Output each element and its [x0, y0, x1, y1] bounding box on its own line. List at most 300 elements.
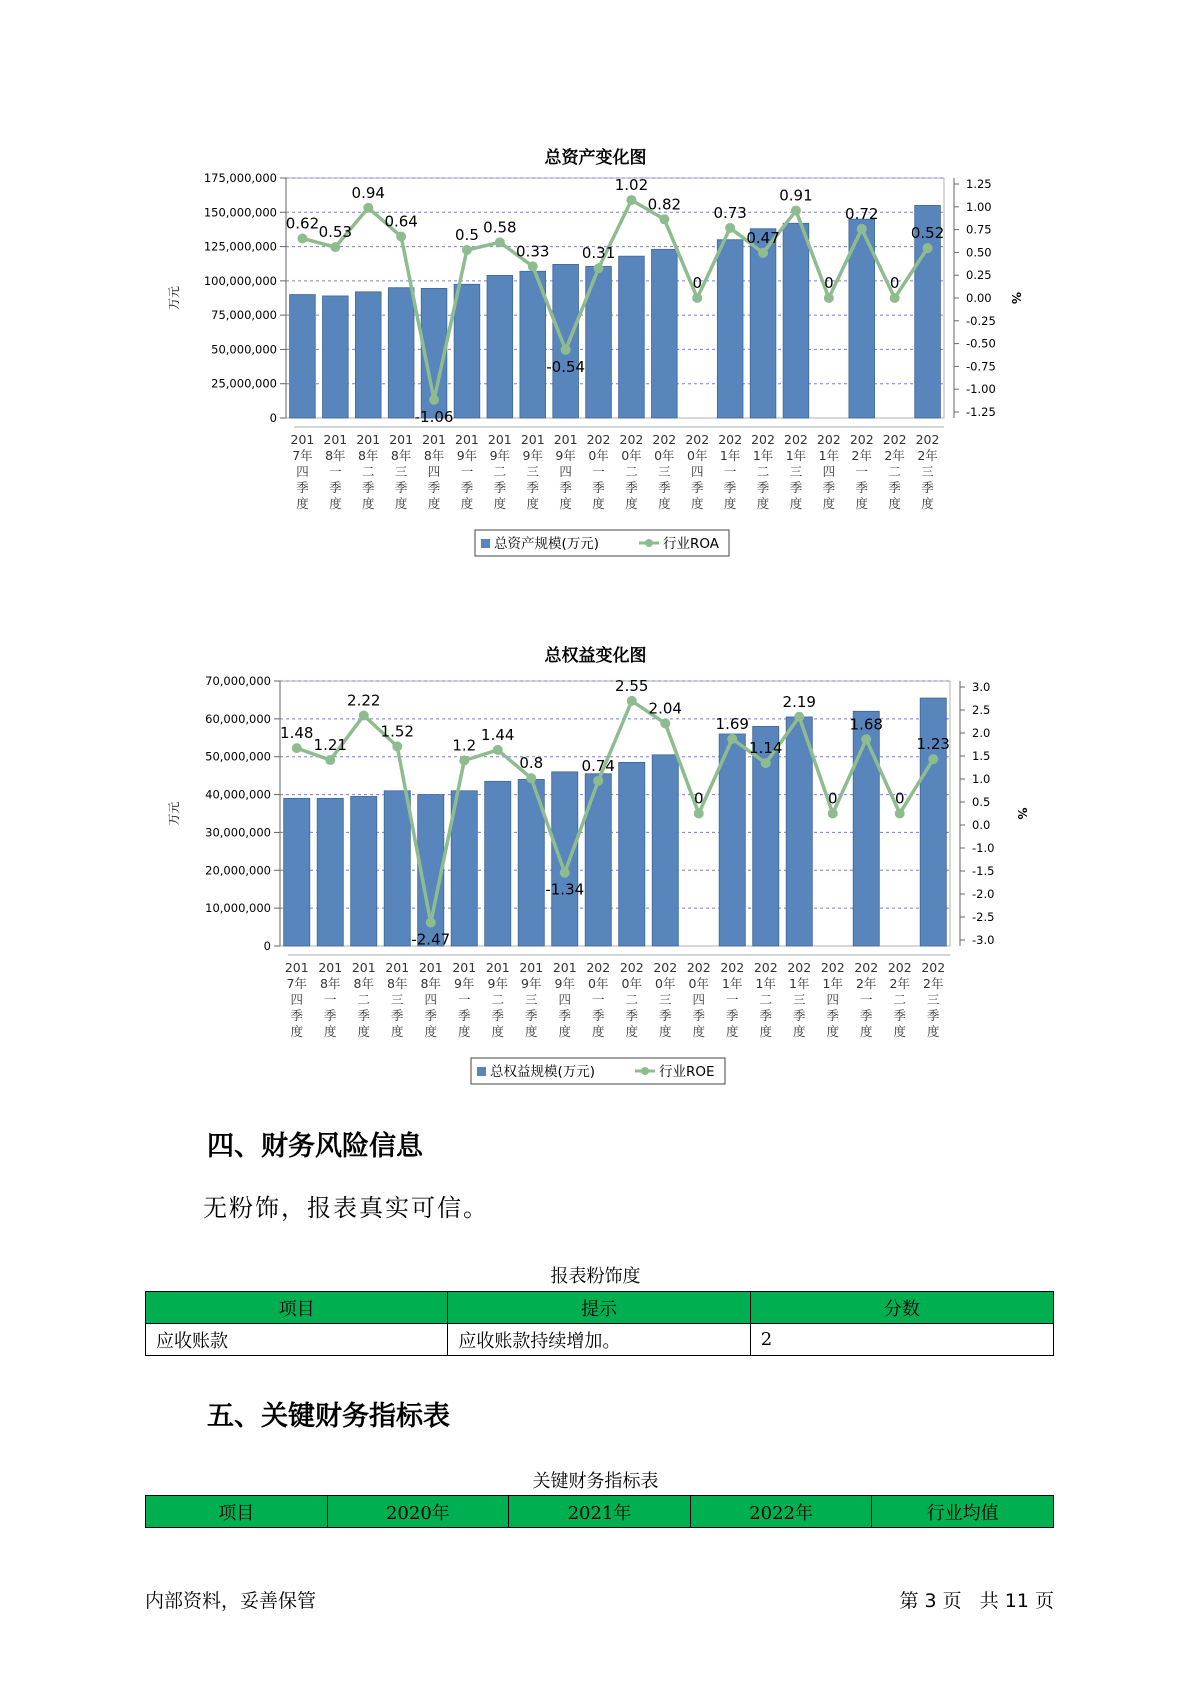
bar [284, 798, 310, 946]
x-tick-label: 一 [457, 992, 471, 1007]
x-tick-label: 季 [559, 480, 572, 495]
x-tick-label: 201 [485, 960, 510, 975]
line-point [923, 243, 933, 253]
table-cell: 2 [750, 1324, 1053, 1356]
x-tick-label: 8年 [420, 976, 441, 991]
x-tick-label: 二 [625, 464, 638, 479]
x-tick-label: 202 [887, 960, 912, 975]
x-tick-label: 一 [859, 992, 873, 1007]
x-tick-label: 季 [592, 480, 605, 495]
x-tick-label: 三 [658, 992, 672, 1007]
bar [454, 284, 480, 418]
data-label: -1.06 [414, 407, 454, 426]
x-tick-label: 7年 [286, 976, 307, 991]
x-tick-label: 度 [692, 1024, 706, 1039]
x-tick-label: 201 [356, 432, 381, 447]
x-tick-label: 季 [524, 1008, 538, 1023]
x-tick-label: 8年 [325, 448, 346, 463]
x-tick-label: 季 [457, 1008, 471, 1023]
table-header-cell: 2022年 [690, 1496, 872, 1528]
x-tick-label: 201 [418, 960, 443, 975]
indicator-table [145, 1495, 1054, 1528]
line-point [560, 868, 570, 878]
x-tick-label: 8年 [387, 976, 408, 991]
line-point [459, 756, 469, 766]
x-tick-label: 四 [822, 464, 836, 479]
left-tick-label: 70,000,000 [205, 674, 271, 688]
x-tick-label: 2年 [889, 976, 910, 991]
line-point [495, 237, 505, 247]
data-label: 1.14 [749, 739, 783, 758]
left-tick-label: 10,000,000 [205, 901, 271, 916]
x-tick-label: 一 [855, 464, 869, 479]
x-tick-label: 季 [888, 480, 901, 495]
x-tick-label: 季 [493, 480, 507, 495]
x-tick-label: 季 [290, 1008, 304, 1023]
x-tick-label: 季 [491, 1008, 505, 1023]
bar [619, 762, 645, 946]
x-tick-label: 202 [820, 960, 845, 975]
line-point [493, 745, 503, 755]
x-tick-label: 201 [519, 960, 544, 975]
table-header-row [146, 1496, 1054, 1528]
data-label: 0.52 [910, 224, 945, 243]
right-tick-label: 1.0 [972, 772, 991, 786]
x-tick-label: 二 [893, 992, 907, 1007]
bar [388, 288, 414, 418]
right-tick-label: 0.75 [966, 222, 992, 237]
bar [652, 755, 678, 946]
x-tick-label: 一 [460, 464, 474, 479]
x-tick-label: 季 [893, 1008, 907, 1023]
x-tick-label: 季 [822, 480, 836, 495]
x-tick-label: 1年 [822, 976, 843, 991]
table-header-cell: 项目 [146, 1496, 328, 1528]
x-tick-label: 季 [926, 1008, 940, 1023]
data-label: 0.53 [318, 223, 353, 242]
data-label: -0.54 [546, 357, 586, 376]
left-tick-label: 125,000,000 [203, 239, 277, 254]
x-tick-label: 1年 [752, 448, 774, 463]
x-tick-label: 度 [723, 496, 737, 511]
x-tick-label: 二 [759, 992, 773, 1007]
legend-bar-swatch [481, 539, 490, 548]
line-point [396, 232, 406, 242]
left-tick-label: 40,000,000 [205, 787, 271, 802]
right-tick-label: 0.5 [972, 795, 991, 809]
table-cell: 应收账款 [146, 1324, 448, 1356]
x-tick-label: 度 [427, 496, 441, 511]
bar [853, 711, 879, 946]
data-label: 0 [894, 789, 905, 808]
x-tick-label: 季 [855, 480, 869, 495]
bar [652, 249, 678, 418]
right-tick-label: -3.0 [972, 933, 995, 947]
line-point [526, 773, 536, 783]
x-tick-label: 三 [526, 464, 540, 479]
x-tick-label: 度 [855, 496, 869, 511]
data-label: 1.52 [380, 722, 414, 741]
x-tick-label: 一 [592, 464, 605, 479]
bar [355, 292, 381, 418]
x-tick-label: 0年 [655, 976, 676, 991]
x-tick-label: 度 [826, 1024, 840, 1039]
right-tick-label: -1.5 [972, 864, 995, 878]
data-label: 0.74 [581, 756, 615, 775]
x-tick-label: 0年 [688, 976, 709, 991]
x-tick-label: 一 [723, 464, 737, 479]
bar [717, 240, 743, 418]
x-tick-label: 202 [718, 432, 743, 447]
line-point [857, 224, 867, 234]
line-point [861, 734, 871, 744]
x-tick-label: 度 [390, 1024, 404, 1039]
x-tick-label: 度 [658, 496, 671, 511]
line-point [593, 776, 603, 786]
x-tick-label: 度 [493, 496, 507, 511]
x-tick-label: 度 [394, 496, 408, 511]
x-tick-label: 度 [921, 496, 934, 511]
x-tick-label: 度 [926, 1024, 940, 1039]
x-tick-label: 202 [619, 432, 644, 447]
x-tick-label: 7年 [292, 448, 313, 463]
risk-table-caption: 报表粉饰度 [550, 1266, 641, 1287]
x-tick-label: 三 [658, 464, 671, 479]
right-tick-label: 2.0 [972, 726, 991, 740]
x-tick-label: 202 [854, 960, 879, 975]
data-label: 0.82 [647, 195, 682, 214]
line-point [660, 718, 670, 728]
data-label: 1.02 [614, 176, 649, 195]
data-label: 0.94 [351, 183, 385, 202]
line-point [594, 263, 604, 273]
x-tick-label: 度 [323, 1024, 337, 1039]
x-tick-label: 202 [921, 960, 946, 975]
x-tick-label: 季 [859, 1008, 873, 1023]
x-tick-label: 度 [457, 1024, 471, 1039]
x-tick-label: 三 [390, 992, 404, 1007]
x-tick-label: 201 [553, 432, 578, 447]
data-label: 1.69 [715, 714, 749, 733]
x-tick-label: 202 [720, 960, 745, 975]
line-point [392, 741, 402, 751]
data-label: 0 [692, 274, 703, 292]
x-tick-label: 8年 [390, 448, 412, 463]
right-tick-label: -0.50 [966, 336, 996, 351]
x-tick-label: 一 [591, 992, 605, 1007]
line-point [694, 809, 704, 819]
left-axis-label: 万元 [167, 285, 181, 311]
table-header-cell: 分数 [750, 1292, 1053, 1324]
legend-line-marker [641, 1067, 649, 1075]
x-tick-label: 二 [625, 992, 639, 1007]
data-label: 0.31 [581, 244, 616, 263]
x-tick-label: 四 [690, 464, 704, 479]
table-header-cell: 项目 [146, 1292, 448, 1324]
x-tick-label: 202 [849, 432, 874, 447]
line-point [330, 242, 340, 252]
x-tick-label: 二 [756, 464, 770, 479]
bar [290, 295, 316, 418]
x-tick-label: 202 [816, 432, 841, 447]
x-tick-label: 四 [559, 464, 572, 479]
x-tick-label: 度 [888, 496, 901, 511]
x-tick-label: 度 [460, 496, 474, 511]
right-tick-label: 0.0 [972, 818, 991, 832]
x-tick-label: 202 [751, 432, 775, 447]
left-tick-label: 20,000,000 [205, 863, 271, 878]
legend-line-label: 行业ROA [663, 536, 720, 552]
data-label: 0.5 [455, 226, 479, 244]
x-tick-label: 201 [284, 960, 309, 975]
x-tick-label: 9年 [487, 976, 508, 991]
x-tick-label: 度 [859, 1024, 873, 1039]
x-tick-label: 度 [290, 1024, 304, 1039]
x-tick-label: 一 [329, 464, 342, 479]
x-tick-label: 季 [789, 480, 803, 495]
x-tick-label: 一 [725, 992, 739, 1007]
line-point [626, 195, 636, 205]
table-row [146, 1324, 1054, 1356]
data-label: 0 [824, 274, 834, 292]
right-tick-label: 1.00 [966, 199, 992, 214]
x-tick-label: 季 [792, 1008, 806, 1023]
x-tick-label: 201 [487, 432, 512, 447]
line-point [794, 712, 804, 722]
bar [619, 256, 645, 418]
x-tick-label: 一 [323, 992, 337, 1007]
legend-bar-swatch [477, 1067, 486, 1076]
x-tick-label: 9年 [489, 448, 511, 463]
x-tick-label: 季 [591, 1008, 605, 1023]
x-tick-label: 四 [558, 992, 572, 1007]
x-tick-label: 度 [296, 496, 309, 511]
line-point [725, 223, 735, 233]
x-tick-label: 度 [357, 1024, 371, 1039]
x-tick-label: 2年 [923, 976, 944, 991]
x-tick-label: 季 [826, 1008, 840, 1023]
x-tick-label: 二 [493, 464, 507, 479]
line-point [761, 758, 771, 768]
x-tick-label: 季 [692, 1008, 706, 1023]
x-tick-label: 度 [690, 496, 704, 511]
x-tick-label: 1年 [818, 448, 840, 463]
x-tick-label: 1年 [785, 448, 807, 463]
x-tick-label: 201 [552, 960, 577, 975]
x-tick-label: 202 [882, 432, 907, 447]
equity-chart [167, 672, 1040, 1092]
bar [323, 296, 349, 418]
x-tick-label: 201 [385, 960, 410, 975]
bar [384, 791, 410, 946]
left-tick-label: 50,000,000 [205, 749, 271, 764]
x-tick-label: 9年 [454, 976, 475, 991]
x-tick-label: 季 [394, 480, 408, 495]
x-tick-label: 季 [625, 1008, 639, 1023]
indicator-table-caption: 关键财务指标表 [532, 1471, 659, 1492]
x-tick-label: 季 [690, 480, 704, 495]
x-tick-label: 度 [592, 496, 605, 511]
x-tick-label: 201 [520, 432, 545, 447]
x-tick-label: 季 [357, 1008, 371, 1023]
data-label: 0 [889, 274, 900, 292]
x-tick-label: 季 [323, 1008, 337, 1023]
x-tick-label: 度 [658, 1024, 672, 1039]
right-axis-label: % [1015, 807, 1029, 820]
line-point [928, 754, 938, 764]
x-tick-label: 度 [725, 1024, 739, 1039]
right-tick-label: 0.00 [966, 291, 992, 305]
data-label: -2.47 [411, 930, 451, 949]
x-tick-label: 季 [558, 1008, 572, 1023]
x-tick-label: 202 [685, 432, 710, 447]
legend-line-marker [645, 539, 653, 547]
x-tick-label: 9年 [554, 976, 575, 991]
x-tick-label: 202 [652, 432, 677, 447]
x-tick-label: 1年 [719, 448, 741, 463]
x-tick-label: 度 [424, 1024, 438, 1039]
x-tick-label: 201 [290, 432, 315, 447]
bar [487, 275, 513, 418]
table-header-cell: 行业均值 [872, 1496, 1054, 1528]
line-point [528, 261, 538, 271]
x-tick-label: 201 [351, 960, 376, 975]
data-label: 0.58 [483, 218, 517, 237]
x-tick-label: 季 [460, 480, 474, 495]
data-label: 0.64 [384, 212, 418, 231]
right-tick-label: -2.0 [972, 887, 995, 901]
x-tick-label: 季 [329, 480, 342, 495]
x-tick-label: 度 [756, 496, 770, 511]
x-tick-label: 8年 [358, 448, 379, 463]
right-tick-label: 1.5 [972, 749, 991, 763]
table-cell: 应收账款持续增加。 [448, 1324, 750, 1356]
data-label: 2.04 [648, 699, 682, 718]
x-tick-label: 四 [692, 992, 706, 1007]
x-tick-label: 202 [586, 432, 611, 447]
x-tick-label: 202 [784, 432, 808, 447]
left-tick-label: 75,000,000 [211, 308, 277, 323]
bar [783, 223, 809, 418]
x-tick-label: 四 [826, 992, 840, 1007]
data-label: 1.44 [481, 725, 515, 744]
x-tick-label: 度 [558, 1024, 572, 1039]
x-tick-label: 四 [290, 992, 304, 1007]
x-tick-label: 季 [725, 1008, 739, 1023]
x-tick-label: 季 [361, 480, 375, 495]
table-header-cell: 2020年 [327, 1496, 509, 1528]
data-label: 0 [693, 789, 704, 808]
section-title-financial-risk: 四、财务风险信息 [207, 1131, 423, 1162]
x-tick-label: 201 [318, 960, 343, 975]
bar [485, 781, 511, 946]
left-tick-label: 150,000,000 [203, 205, 277, 220]
line-point [429, 395, 439, 405]
x-tick-label: 二 [361, 464, 375, 479]
data-label: 0.73 [713, 203, 747, 222]
bar [585, 774, 611, 946]
x-tick-label: 9年 [456, 448, 478, 463]
right-tick-label: 0.25 [966, 268, 992, 283]
left-tick-label: 25,000,000 [211, 376, 277, 391]
legend-bar-label: 总资产规模(万元) [494, 536, 600, 552]
x-tick-label: 度 [329, 496, 342, 511]
x-tick-label: 201 [422, 432, 446, 447]
x-tick-label: 度 [822, 496, 836, 511]
right-tick-label: -1.25 [966, 405, 996, 419]
x-tick-label: 度 [526, 496, 540, 511]
x-tick-label: 1年 [789, 976, 810, 991]
bar [317, 798, 343, 946]
right-tick-label: 0.50 [966, 245, 992, 260]
risk-summary-text: 无粉饰，报表真实可信。 [203, 1194, 489, 1222]
x-tick-label: 季 [658, 1008, 672, 1023]
x-tick-label: 季 [427, 480, 441, 495]
x-tick-label: 9年 [555, 448, 576, 463]
x-tick-label: 8年 [423, 448, 445, 463]
x-tick-label: 三 [789, 464, 803, 479]
x-tick-label: 季 [296, 480, 309, 495]
x-tick-label: 度 [789, 496, 803, 511]
x-tick-label: 三 [926, 992, 940, 1007]
x-tick-label: 202 [686, 960, 711, 975]
x-tick-label: 0年 [621, 976, 642, 991]
data-label: 1.68 [849, 715, 883, 734]
right-tick-label: -2.5 [972, 910, 995, 924]
bar [351, 796, 377, 946]
x-tick-label: 二 [357, 992, 371, 1007]
x-tick-label: 季 [756, 480, 770, 495]
x-tick-label: 四 [424, 992, 438, 1007]
left-tick-label: 100,000,000 [203, 273, 277, 288]
line-point [824, 293, 834, 303]
bar [786, 717, 812, 946]
x-tick-label: 8年 [320, 976, 341, 991]
x-tick-label: 0年 [654, 448, 675, 463]
x-tick-label: 201 [323, 432, 348, 447]
legend-bar-label: 总权益规模(万元) [490, 1064, 596, 1080]
x-tick-label: 季 [424, 1008, 438, 1023]
x-tick-label: 0年 [687, 448, 708, 463]
line-point [462, 245, 472, 255]
x-tick-label: 季 [759, 1008, 773, 1023]
data-label: 0.8 [519, 754, 544, 773]
x-tick-label: 四 [427, 464, 441, 479]
table-header-cell: 提示 [448, 1292, 750, 1324]
x-tick-label: 三 [524, 992, 538, 1007]
footer-page-number: 第 3 页 共 11 页 [899, 1590, 1054, 1612]
left-tick-label: 0 [263, 939, 271, 953]
x-tick-label: 202 [619, 960, 644, 975]
x-tick-label: 9年 [521, 976, 542, 991]
right-tick-label: 2.5 [972, 703, 991, 717]
x-tick-label: 2年 [851, 448, 872, 463]
x-tick-label: 202 [653, 960, 678, 975]
line-point [692, 293, 702, 303]
line-point [297, 233, 307, 243]
right-tick-label: -0.25 [966, 313, 996, 328]
x-tick-label: 1年 [755, 976, 776, 991]
line-point [895, 809, 905, 819]
risk-table [145, 1291, 1054, 1356]
left-tick-label: 50,000,000 [211, 342, 277, 357]
x-tick-label: 2年 [917, 448, 938, 463]
x-tick-label: 度 [361, 496, 375, 511]
right-tick-label: -0.75 [966, 359, 996, 374]
line-point [758, 248, 768, 258]
line-point [359, 710, 369, 720]
bar [719, 734, 745, 946]
